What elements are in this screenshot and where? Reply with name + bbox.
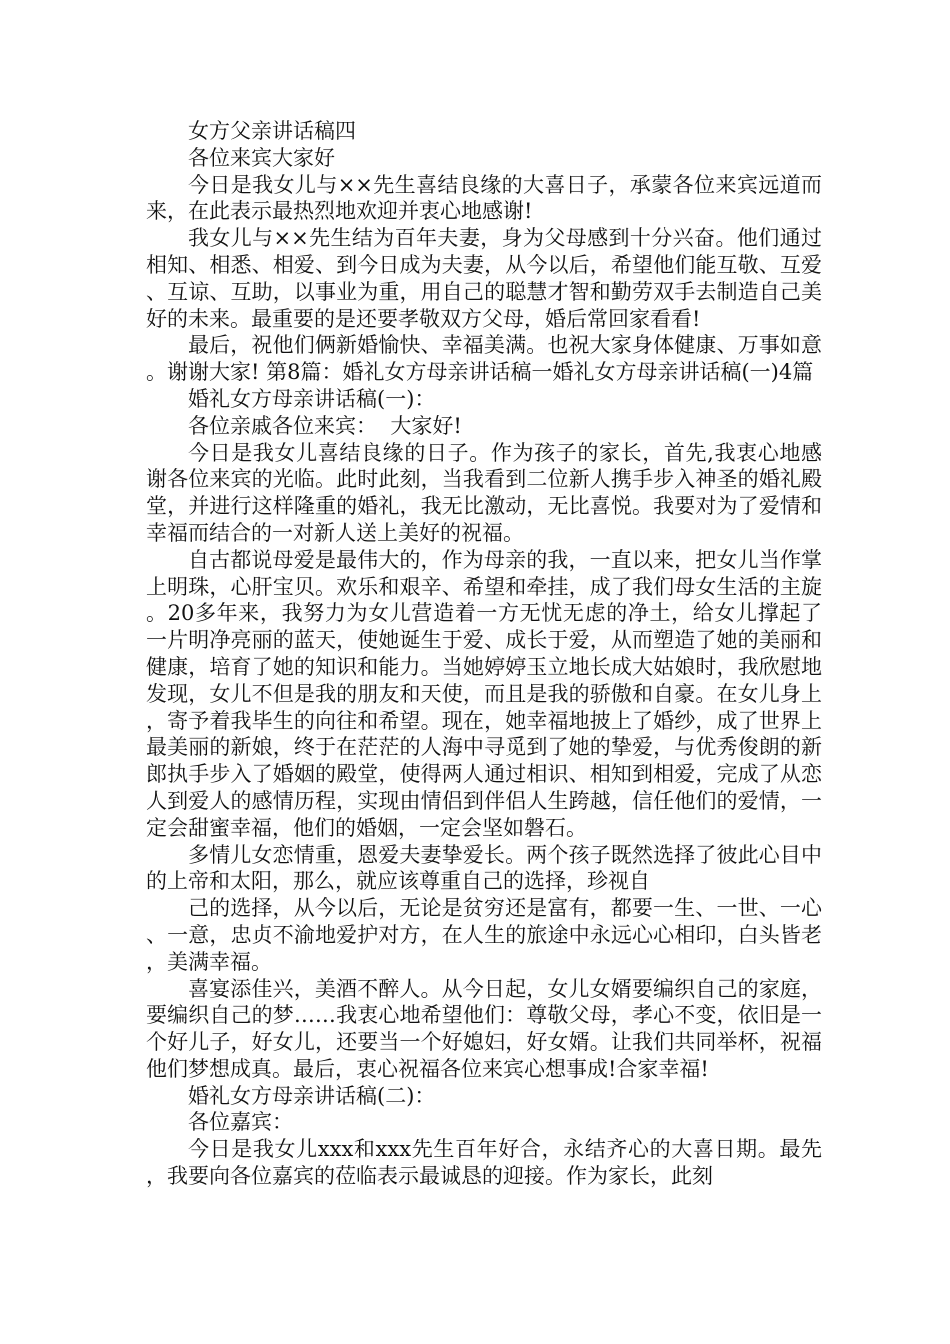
paragraph: 喜宴添佳兴，美酒不醉人。从今日起，女儿女婿要编织自己的家庭，要编织自己的梦……我衷心地希望他们：尊敬父母，孝心不变，依旧是一个好儿子，好女儿，还要当一个好媳妇，好女婿。让我们共同举杯，祝福他们梦想成真。最后，衷心祝福各位来宾心想事成!合家幸福! (146, 976, 822, 1081)
paragraph: 己的选择，从今以后，无论是贫穷还是富有，都要一生、一世、一心、一意，忠贞不渝地爱护对方，在人生的旅途中永远心心相印，白头皆老，美满幸福。 (146, 896, 822, 974)
document-body (146, 118, 822, 1190)
salutation: 各位嘉宾： (188, 1110, 293, 1135)
paragraph: 今日是我女儿喜结良缘的日子。作为孩子的家长，首先,我衷心地感谢各位来宾的光临。此时此刻，当我看到二位新人携手步入神圣的婚礼殿堂，并进行这样隆重的婚礼，我无比激动，无比喜悦。我要对为了爱情和幸福而结合的一对新人送上美好的祝福。 (146, 440, 822, 545)
section-heading: 婚礼女方母亲讲话稿(一)： (188, 386, 436, 411)
paragraph: 我女儿与××先生结为百年夫妻，身为父母感到十分兴奋。他们通过相知、相悉、相爱、到今日成为夫妻，从今以后，希望他们能互敬、互爱、互谅、互助，以事业为重，用自己的聪慧才智和勤劳双手去制造自己美好的未来。最重要的是还要孝敬双方父母，婚后常回家看看! (146, 226, 822, 331)
section-heading: 婚礼女方母亲讲话稿(二)： (188, 1083, 436, 1108)
paragraph: 最后，祝他们俩新婚愉快、幸福美满。也祝大家身体健康、万事如意。谢谢大家! 第8篇：婚礼女方母亲讲话稿一婚礼女方母亲讲话稿(一)4篇 (146, 333, 822, 385)
paragraph: 今日是我女儿与××先生喜结良缘的大喜日子，承蒙各位来宾远道而来，在此表示最热烈地欢迎并衷心地感谢! (146, 172, 822, 224)
document-title: 女方父亲讲话稿四 (188, 119, 356, 143)
paragraph: 今日是我女儿xxx和xxx先生百年好合，永结齐心的大喜日期。最先，我要向各位嘉宾的莅临表示最诚恳的迎接。作为家长，此刻 (146, 1137, 822, 1189)
salutation: 各位来宾大家好 (188, 145, 335, 170)
paragraph: 自古都说母爱是最伟大的，作为母亲的我，一直以来，把女儿当作掌上明珠，心肝宝贝。欢乐和艰辛、希望和牵挂，成了我们母女生活的主旋。20多年来，我努力为女儿营造着一方无忧无虑的净土，给女儿撑起了一片明净亮丽的蓝天，使她诞生于爱、成长于爱，从而塑造了她的美丽和健康，培育了她的知识和能力。当她婷婷玉立地长成大姑娘时，我欣慰地发现，女儿不但是我的朋友和天使，而且是我的骄傲和自豪。在女儿身上，寄予着我毕生的向往和希望。现在，她幸福地披上了婚纱，成了世界上最美丽的新娘，终于在茫茫的人海中寻觅到了她的挚爱，与优秀俊朗的新郎执手步入了婚姻的殿堂，使得两人通过相识、相知到相爱，完成了从恋人到爱人的感情历程，实现由情侣到伴侣人生跨越，信任他们的爱情，一定会甜蜜幸福，他们的婚姻，一定会坚如磐石。 (146, 547, 822, 840)
salutation: 各位亲戚各位来宾： 大家好! (188, 413, 462, 438)
paragraph: 多情儿女恋情重，恩爱夫妻挚爱长。两个孩子既然选择了彼此心目中的上帝和太阳，那么，就应该尊重自己的选择，珍视自 (146, 842, 822, 894)
